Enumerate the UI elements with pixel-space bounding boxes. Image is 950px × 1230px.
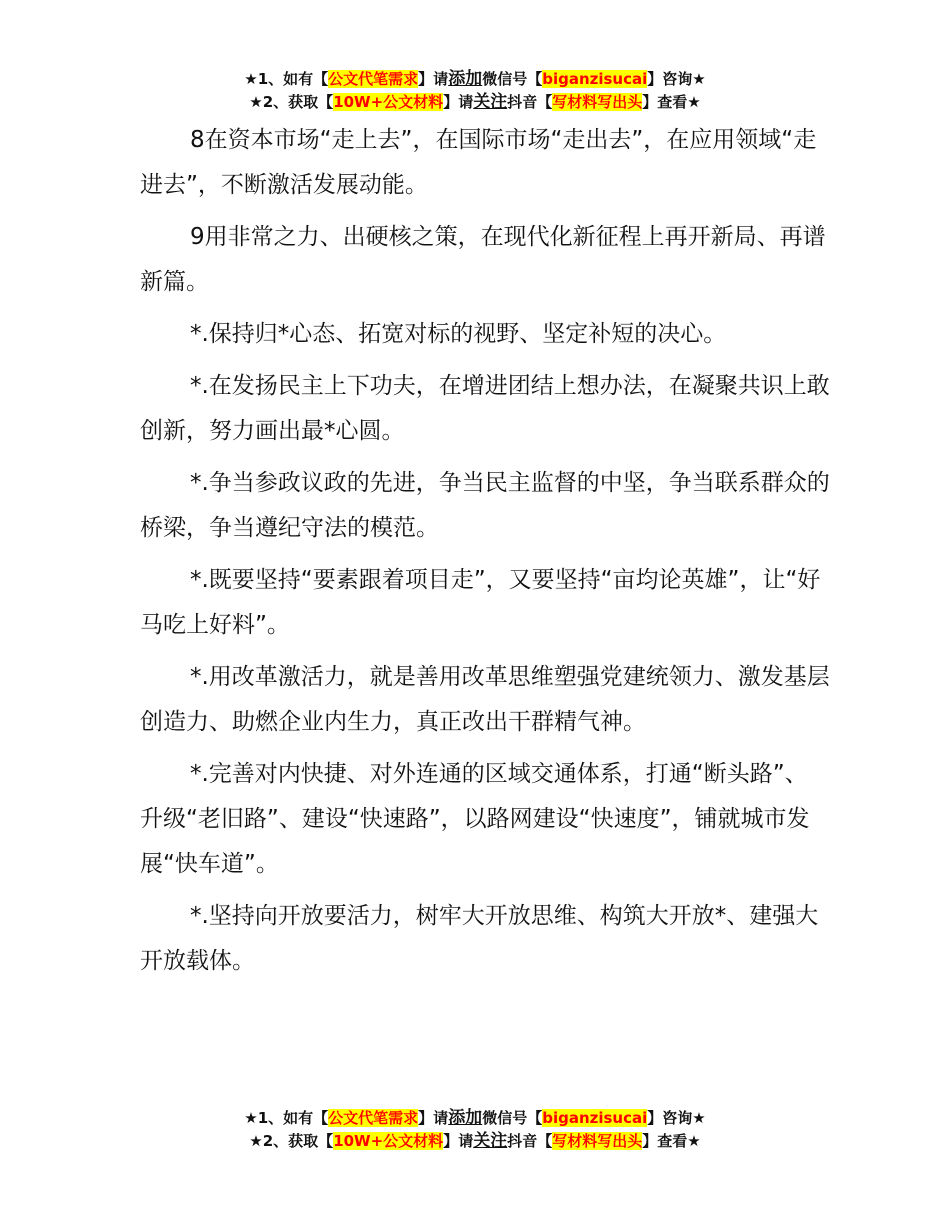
banner-text: 微信号【 (482, 1109, 543, 1127)
banner-highlight: 写材料写出头 (552, 1132, 643, 1150)
banner-underlined: 关注 (473, 92, 508, 112)
header-banner (0, 68, 950, 114)
footer-banner (0, 1107, 950, 1153)
banner-wechat-id: biganzisucai (542, 1109, 648, 1127)
paragraph: 9用非常之力、出硬核之策，在现代化新征程上再开新局、再谱新篇。 (140, 224, 826, 295)
banner-highlight: 10W+公文材料 (333, 93, 444, 111)
banner-highlight: 公文代笔需求 (328, 1109, 419, 1127)
banner-line-2 (0, 1130, 950, 1153)
paragraph: *.用改革激活力，就是善用改革思维塑强党建统领力、激发基层创造力、助燃企业内生力，真正改出干群精气神。 (140, 664, 830, 735)
banner-underlined: 关注 (473, 1131, 508, 1151)
banner-wechat-id: biganzisucai (542, 70, 648, 88)
banner-text: 】查看★ (642, 93, 701, 111)
banner-underlined: 添加 (448, 69, 483, 89)
banner-line-1 (0, 68, 950, 91)
banner-highlight: 写材料写出头 (552, 93, 643, 111)
banner-text: 】请 (443, 93, 474, 111)
paragraph: *.争当参政议政的先进，争当民主监督的中坚，争当联系群众的桥梁，争当遵纪守法的模范。 (140, 470, 830, 541)
paragraph: *.在发扬民主上下功夫，在增进团结上想办法，在凝聚共识上敢创新，努力画出最*心圆。 (140, 373, 830, 444)
banner-text: 微信号【 (482, 70, 543, 88)
banner-text: 】请 (418, 70, 449, 88)
paragraph: 8在资本市场“走上去”，在国际市场“走出去”，在应用领域“走进去”，不断激活发展动能。 (140, 127, 817, 198)
banner-text: 】查看★ (642, 1132, 701, 1150)
banner-underlined: 添加 (448, 1108, 483, 1128)
banner-text: ★2、获取【 (249, 1132, 334, 1150)
banner-line-1 (0, 1107, 950, 1130)
banner-line-2 (0, 91, 950, 114)
banner-text: 】请 (443, 1132, 474, 1150)
paragraph: *.完善对内快捷、对外连通的区域交通体系，打通“断头路”、升级“老旧路”、建设“快速路”，以路网建设“快速度”，铺就城市发展“快车道”。 (140, 761, 810, 877)
banner-text: ★1、如有【 (244, 1109, 329, 1127)
banner-text: 抖音【 (507, 93, 553, 111)
paragraph: *.坚持向开放要活力，树牢大开放思维、构筑大开放*、建强大开放载体。 (140, 903, 819, 974)
banner-text: 】咨询★ (647, 70, 706, 88)
banner-text: ★2、获取【 (249, 93, 334, 111)
paragraph: *.既要坚持“要素跟着项目走”，又要坚持“亩均论英雄”，让“好马吃上好料”。 (140, 567, 821, 638)
document-body (140, 118, 830, 991)
paragraph: *.保持归*心态、拓宽对标的视野、坚定补短的决心。 (190, 321, 727, 347)
banner-highlight: 10W+公文材料 (333, 1132, 444, 1150)
banner-text: ★1、如有【 (244, 70, 329, 88)
banner-text: 抖音【 (507, 1132, 553, 1150)
banner-text: 】请 (418, 1109, 449, 1127)
banner-text: 】咨询★ (647, 1109, 706, 1127)
banner-highlight: 公文代笔需求 (328, 70, 419, 88)
